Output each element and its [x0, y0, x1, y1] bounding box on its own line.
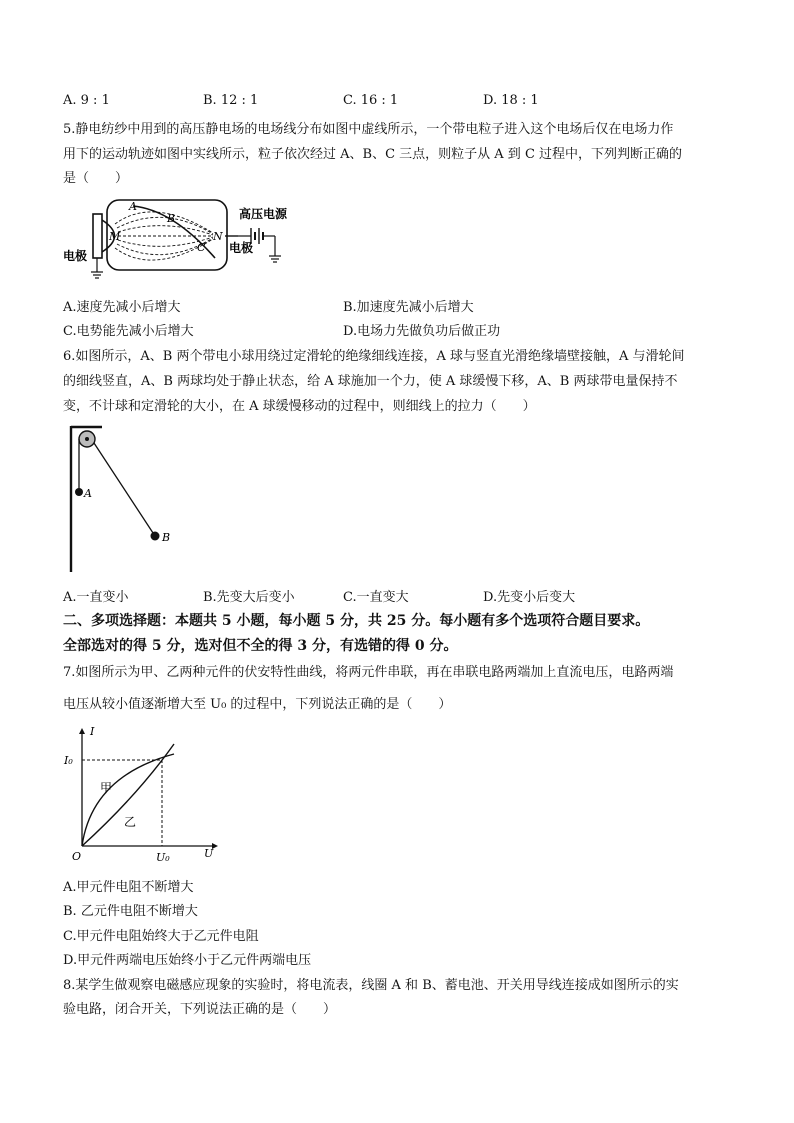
q6-label-a: A — [84, 487, 92, 500]
q5-label-electrode-left: 电极 — [63, 249, 88, 263]
q5-label-c: C — [197, 241, 206, 254]
q7-iv-curve-figure — [62, 726, 222, 866]
q5-label-power: 高压电源 — [239, 207, 288, 221]
q7-option-a: A.甲元件电阻不断增大 — [63, 880, 194, 895]
q4-option-b: B. 12 : 1 — [203, 93, 259, 108]
q4-option-c: C. 16 : 1 — [343, 93, 399, 108]
q6-stem-line1: 6.如图所示，A、B 两个带电小球用绕过定滑轮的绝缘细线连接，A 球与竖直光滑绝缘墙壁接触，A 与滑轮间 — [63, 349, 685, 364]
q7-label-o: O — [72, 850, 82, 863]
q7-label-u0: U₀ — [156, 851, 170, 864]
q7-option-d: D.甲元件两端电压始终小于乙元件两端电压 — [63, 953, 312, 968]
q5-stem-line3: 是（ ） — [63, 171, 129, 186]
q7-label-i0: I₀ — [64, 754, 73, 767]
q5-option-c: C.电势能先减小后增大 — [63, 324, 194, 339]
q5-label-n: N — [213, 230, 223, 243]
q7-option-c: C.甲元件电阻始终大于乙元件电阻 — [63, 929, 259, 944]
q5-option-d: D.电场力先做负功后做正功 — [343, 324, 501, 339]
q8-stem-line1: 8.某学生做观察电磁感应现象的实验时，将电流表，线圈 A 和 B、蓄电池、开关用导线连接成如图所示的实 — [63, 978, 679, 993]
q6-stem-line2: 的细线竖直，A、B 两球均处于静止状态，给 A 球施加一个力，使 A 球缓慢下移，A、B 两球带电量保持不 — [63, 374, 678, 389]
q6-option-c: C.一直变大 — [343, 590, 409, 605]
q4-option-a: A. 9 : 1 — [63, 93, 110, 108]
q7-stem-line2: 电压从较小值逐渐增大至 U₀ 的过程中，下列说法正确的是（ ） — [63, 697, 452, 712]
q5-label-electrode-right: 电极 — [229, 241, 254, 255]
q7-label-i: I — [90, 726, 95, 738]
q6-pulley-figure — [62, 422, 182, 574]
section2-heading-line1: 二、多项选择题：本题共 5 小题，每小题 5 分，共 25 分。每小题有多个选项符合题目要求。 — [63, 613, 650, 629]
q6-stem-line3: 变，不计球和定滑轮的大小，在 A 球缓慢移动的过程中，则细线上的拉力（ ） — [63, 399, 536, 414]
q8-stem-line2: 验电路，闭合开关，下列说法正确的是（ ） — [63, 1002, 337, 1017]
q4-option-d: D. 18 : 1 — [483, 93, 539, 108]
q5-stem-line2: 用下的运动轨迹如图中实线所示，粒子依次经过 A、B、C 三点，则粒子从 A 到 C 过程中，下列判断正确的 — [63, 147, 683, 162]
q5-stem-line1: 5.静电纺纱中用到的高压静电场的电场线分布如图中虚线所示，一个带电粒子进入这个电场后仅在电场力作 — [63, 122, 674, 137]
q5-option-a: A.速度先减小后增大 — [63, 300, 181, 315]
q5-label-m: M — [109, 230, 121, 243]
q7-stem-line1: 7.如图所示为甲、乙两种元件的伏安特性曲线，将两元件串联，再在串联电路两端加上直流电压，电路两端 — [63, 665, 674, 680]
q6-label-b: B — [162, 531, 171, 544]
q5-option-b: B.加速度先减小后增大 — [343, 300, 474, 315]
q6-option-d: D.先变小后变大 — [483, 590, 576, 605]
q7-label-jia: 甲 — [100, 781, 113, 795]
q5-label-b: B — [167, 212, 176, 225]
q7-option-b: B. 乙元件电阻不断增大 — [63, 904, 198, 919]
q7-label-u: U — [204, 847, 214, 860]
q5-label-a: A — [129, 200, 137, 213]
q6-option-b: B.先变大后变小 — [203, 590, 295, 605]
q5-electrostatic-field-figure — [63, 192, 303, 284]
q7-label-yi: 乙 — [124, 815, 137, 829]
q6-option-a: A.一直变小 — [63, 590, 129, 605]
section2-heading-line2: 全部选对的得 5 分，选对但不全的得 3 分，有选错的得 0 分。 — [63, 638, 458, 654]
